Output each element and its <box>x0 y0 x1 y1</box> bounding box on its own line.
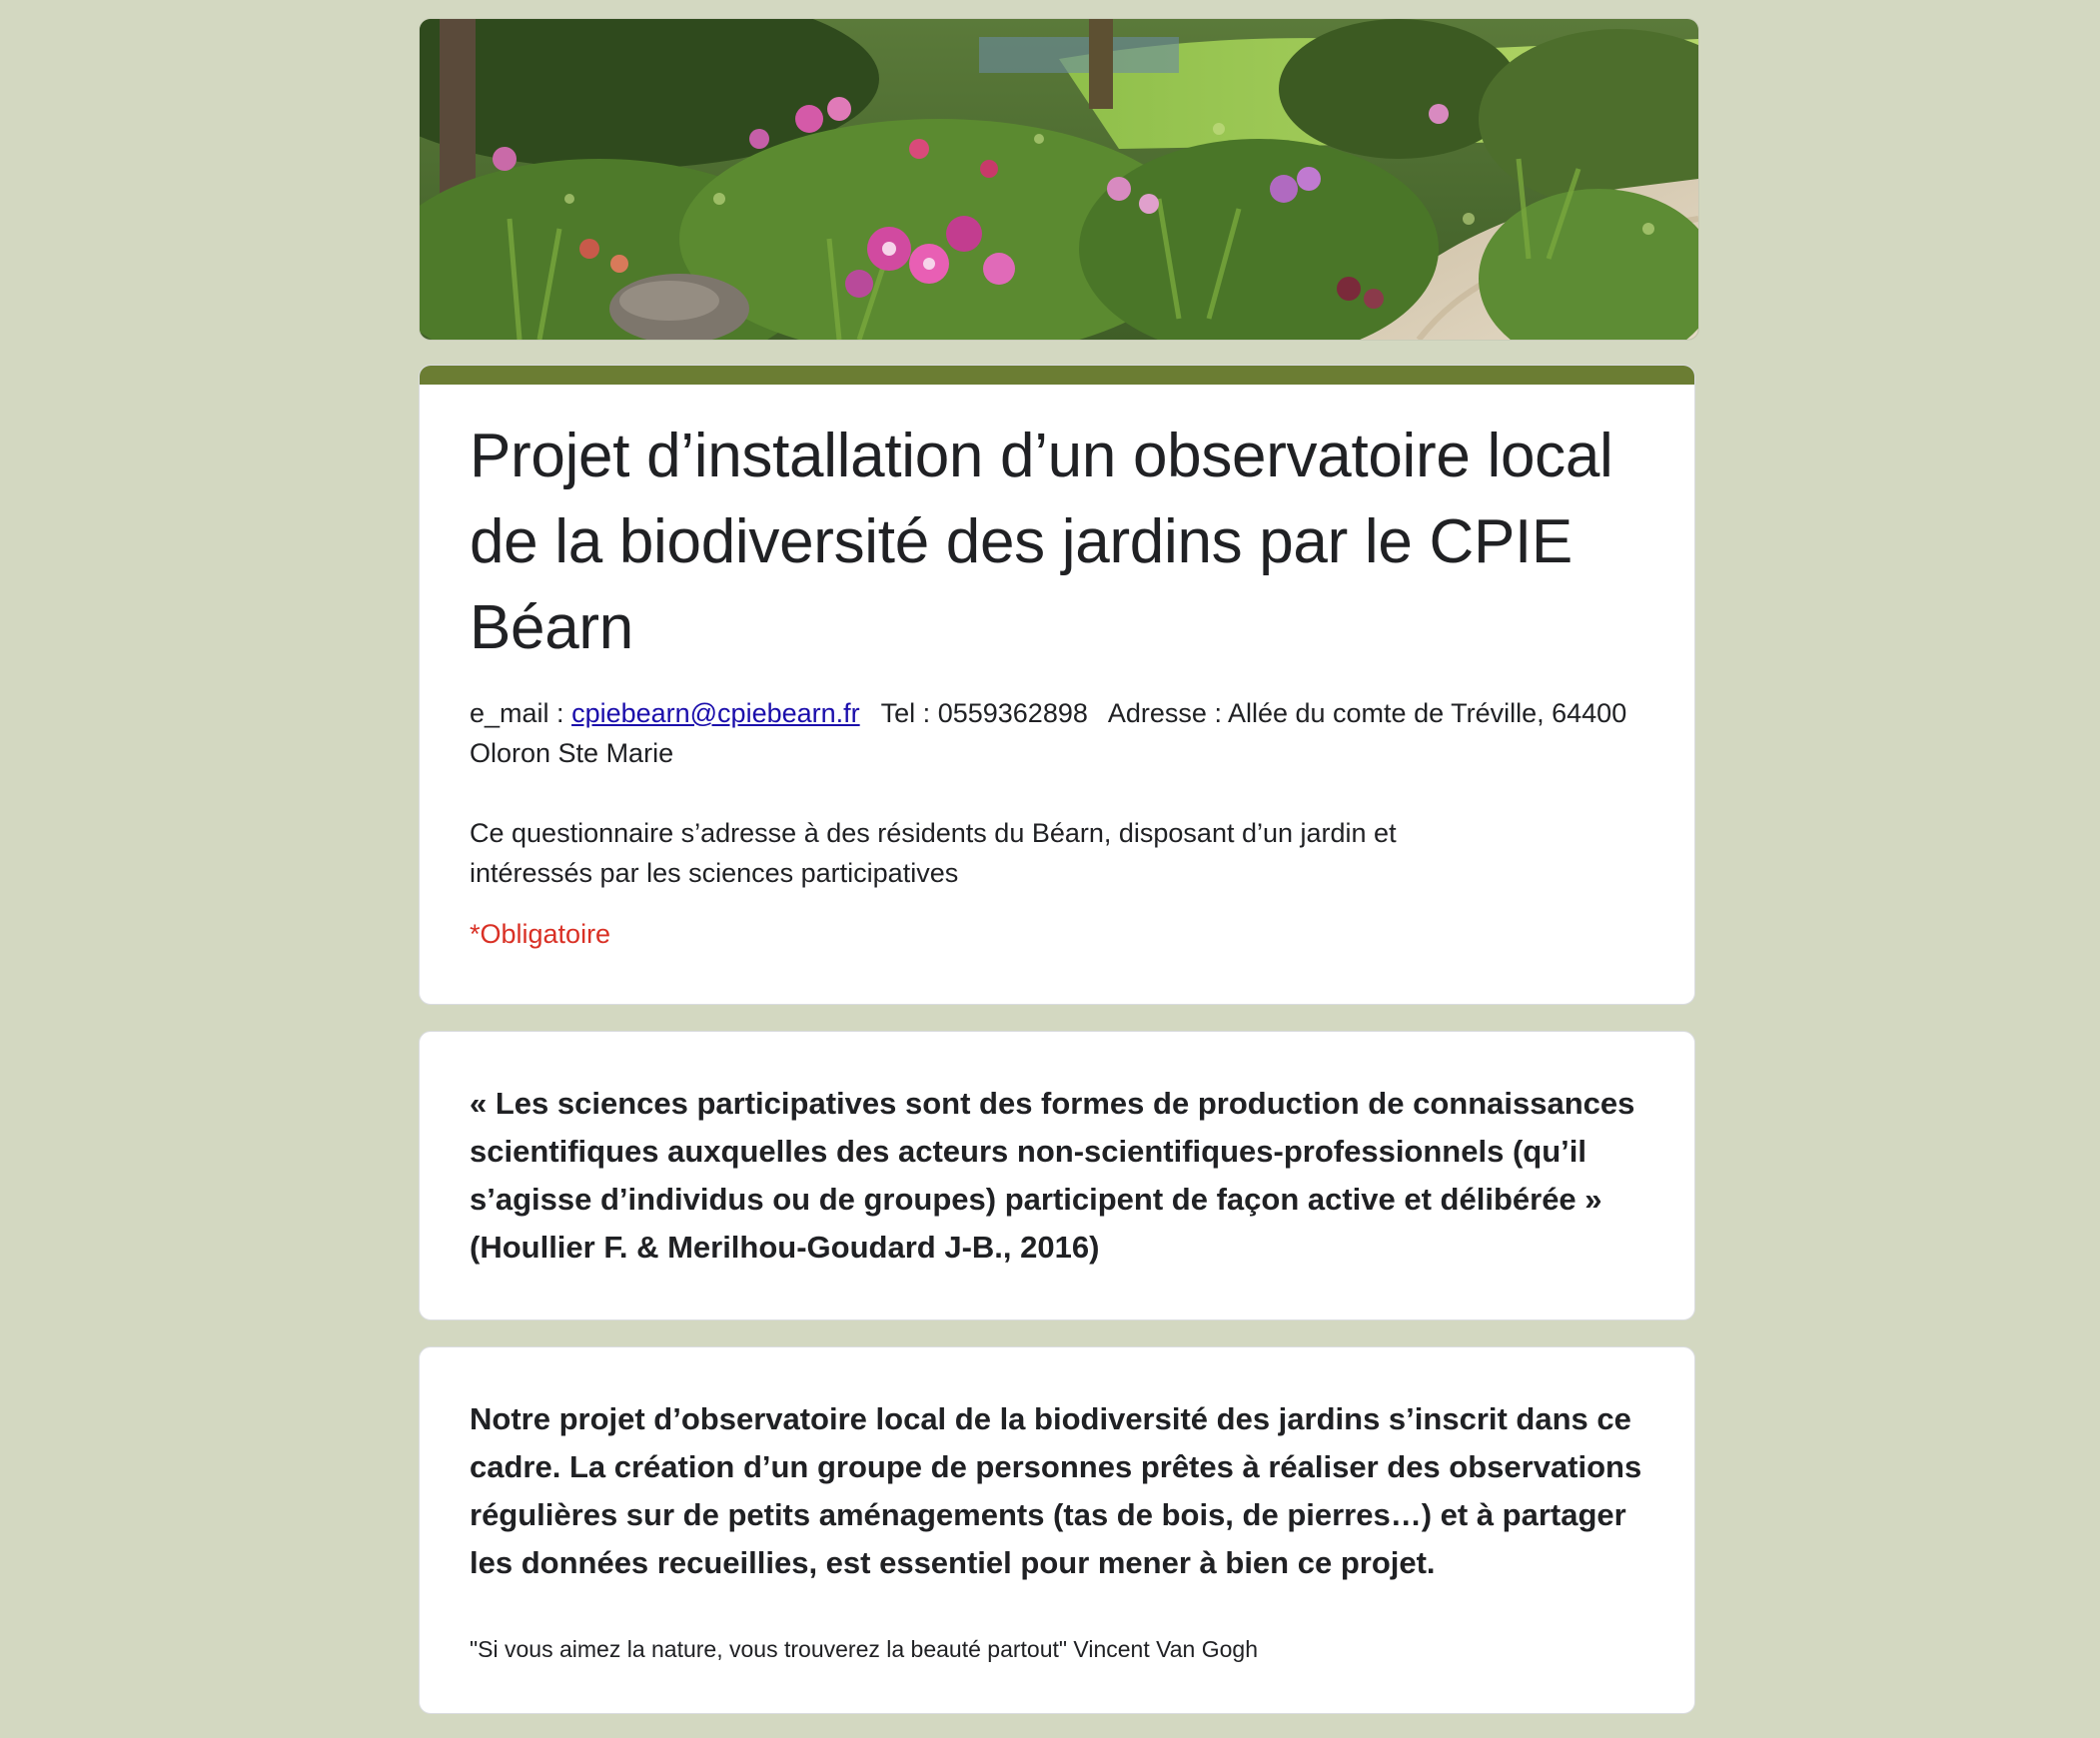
project-text: Notre projet d’observatoire local de la biodiversité des jardins s’inscrit dans ce cadre. La création d’un groupe de personnes prêtes à réaliser des observations régulières sur de petits aménagements (tas de bois, de pierres…) et à partager les données recueillies, est essentiel pour mener à bien ce projet. <box>470 1401 1642 1580</box>
van-gogh-citation: "Si vous aimez la nature, vous trouverez la beauté partout" Vincent Van Gogh <box>470 1636 1258 1662</box>
form-header-card <box>419 365 1695 1005</box>
contact-info <box>470 693 1648 773</box>
header-banner-image <box>419 18 1699 341</box>
email-label: e_mail : <box>470 698 564 728</box>
form-title: Projet d’installation d’un observatoire local de la biodiversité des jardins par le CPIE Béarn <box>470 422 1613 662</box>
form-description: Ce questionnaire s’adresse à des résidents du Béarn, disposant d’un jardin et intéressés par les sciences participatives <box>470 818 1397 888</box>
accent-bar <box>419 365 1695 385</box>
quote-section-card <box>419 1031 1695 1320</box>
email-link[interactable]: cpiebearn@cpiebearn.fr <box>571 698 860 728</box>
required-note: *Obligatoire <box>470 919 611 949</box>
quote-text: « Les sciences participatives sont des formes de production de connaissances scientifiques auxquelles des acteurs non-scientifiques-professionnels (qu’il s’agisse d’individus ou de groupes) participent de façon active et délibérée » (Houllier F. & Merilhou-Goudard J-B., 2016) <box>470 1086 1635 1265</box>
tel-label: Tel : <box>880 698 931 728</box>
address-value: Allée du comte de Tréville, 64400 Oloron Ste Marie <box>470 698 1627 768</box>
address-label: Adresse : <box>1107 698 1222 728</box>
tel-value: 0559362898 <box>937 698 1088 728</box>
project-section-card <box>419 1346 1695 1714</box>
